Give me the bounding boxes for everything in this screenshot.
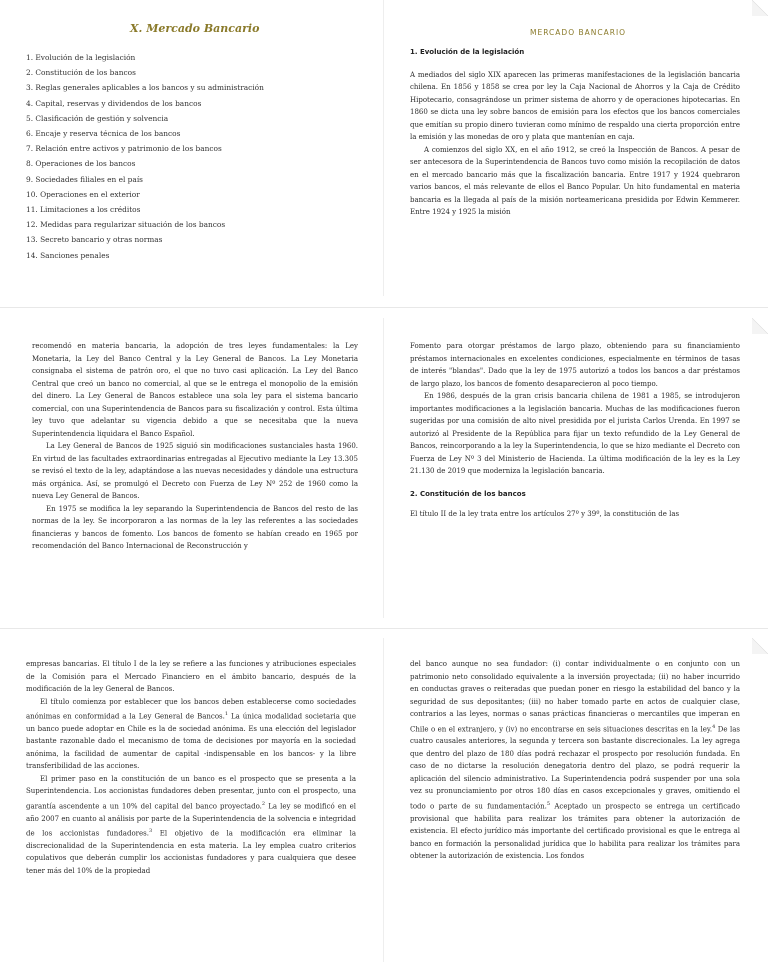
text-run: De las cuatro causales anteriores, la segunda y tercera son bastante discrecionales. La ley agrega que dentro del plazo de 180 días podrá rechazar el prospecto por resolución fundada. En caso de no dictarse la resolución denegatoria dentro del plazo, se podrá requerir la aplicación del silencio administrativo. La Superintendencia podrá suspender por una sola vez su pronunciamiento por otros 180 días en casos excepcionales y graves, omitiendo el todo o parte de su fundamentación. xyxy=(410,724,740,811)
paragraph xyxy=(26,696,356,773)
toc-item: 10. Operaciones en el exterior xyxy=(26,189,140,199)
page-text-4 xyxy=(0,638,384,962)
text-run: del banco aunque no sea fundador: (i) contar individualmente o en conjunto con un patrimonio neto consolidado equivalente a la inversión proyectada; (ii) no haber incurrido en conductas graves o reiteradas que puedan poner en riesgo la estabilidad del banco y la seguridad de sus depositantes; (iii) no haber tomado parte en actos de cualquier clase, contrarios a las leyes, normas o sanas prácticas financieras o mercantiles que imperan en Chile o en el extranjero, y (iv) no encontrarse en seis situaciones descritas en la ley. xyxy=(410,660,740,733)
section-heading: 2. Constitución de los bancos xyxy=(410,489,526,498)
paragraph: En 1986, después de la gran crisis bancaria chilena de 1981 a 1985, se introdujeron importantes modificaciones a la legislación bancaria. Muchas de las modificaciones fueron sugeridas por una comisión de alto nivel presidida por el jurista Carlos Urenda. En 1997 se autorizó al Presidente de la República para fijar un texto refundido de la Ley General de Bancos, reincorporando a la ley la Superintendencia, lo que se hizo mediante el Decreto con Fuerza de Ley Nº 3 del Ministerio de Hacienda. La última modificación de la ley es la Ley 21.130 de 2019 que moderniza la legislación bancaria. xyxy=(410,392,740,475)
toc-item: 7. Relación entre activos y patrimonio de los bancos xyxy=(26,144,222,154)
section-heading: 1. Evolución de la legislación xyxy=(410,48,525,56)
page-spread-1 xyxy=(0,0,768,296)
strip-divider xyxy=(0,307,768,308)
page-text-5 xyxy=(384,638,768,962)
text-column xyxy=(410,340,740,521)
paragraph xyxy=(410,658,740,863)
paragraph: En 1975 se modifica la ley separando la Superintendencia de Bancos del resto de las normas de la ley. Se incorporaron a las normas de la ley las referentes a las sociedades financieras y bancos de fomento. Los bancos de fomento se habían creado en 1965 por recomendación del Banco Internacional de Reconstrucción y xyxy=(32,504,358,550)
paragraph: A mediados del siglo XIX aparecen las primeras manifestaciones de la legislación bancaria chilena. En 1856 y 1858 se crea por ley la Caja Nacional de Ahorros y la Caja de Crédito Hipotecario, consagrándose un primer sistema de ahorro y de operaciones hipotecarias. En 1860 se dicta una ley sobre bancos de emisión para los efectos que los bancos comerciales que emitían su propio dinero tuvieran como mínimo de respaldo una cierta proporción entre la emisión y las monedas de oro y plata que mantenían en caja. xyxy=(410,70,740,141)
page-corner-fold xyxy=(752,638,768,654)
text-column xyxy=(32,340,358,553)
toc-item: 12. Medidas para regularizar situación de los bancos xyxy=(26,220,226,230)
toc-item: 5. Clasificación de gestión y solvencia xyxy=(26,113,169,123)
toc-item: 9. Sociedades filiales en el país xyxy=(26,174,143,184)
toc-item: 2. Constitución de los bancos xyxy=(26,68,136,78)
paragraph: recomendó en materia bancaria, la adopción de tres leyes fundamentales: la Ley Monetaria, la Ley del Banco Central y la Ley General de Bancos. La Ley Monetaria consignaba el sistema de patrón oro, el que no tuvo casi aplicación. La Ley del Banco Central que creó un banco no comercial, al que se le entrega el monopolio de la emisión del dinero. La Ley General de Bancos establece una sola ley para el sistema bancario comercial, con una Superintendencia de Bancos para su fiscalización y control. Esta última ley tuvo que adelantar su vigencia debido a que se necesitaba que la nueva Superintendencia liquidara el Banco Español. xyxy=(32,342,358,438)
text-column xyxy=(410,658,740,863)
paragraph: Fomento para otorgar préstamos de largo plazo, obteniendo para su financiamiento préstamos internacionales en excelentes condiciones, especialmente en términos de tasas de interés "blandas". Dado que la ley de 1975 autorizó a todos los bancos a dar préstamos de largo plazo, los bancos de fomento desaparecieron al poco tiempo. xyxy=(410,342,740,388)
toc-item: 4. Capital, reservas y dividendos de los bancos xyxy=(26,98,202,108)
page-chapter-opener xyxy=(0,0,384,296)
chapter-title: X. Mercado Bancario xyxy=(130,22,260,35)
paragraph xyxy=(26,773,356,878)
toc-item: 14. Sanciones penales xyxy=(26,250,110,260)
running-head: MERCADO BANCARIO xyxy=(530,28,627,37)
text-run: El objetivo de la modificación era eliminar la discrecionalidad de la Superintendencia en esta materia. La ley emplea cuatro criterios copulativos que deberán cumplir los accionistas fundadores y para cualquiera que desee tener más del 10% de la propiedad xyxy=(26,829,356,875)
text-column xyxy=(410,46,740,219)
chapter-toc xyxy=(26,50,264,263)
paragraph: A comienzos del siglo XX, en el año 1912, se creó la Inspección de Bancos. A pesar de ser antecesora de la Superintendencia de Bancos tuvo como misión la recopilación de datos en el mercado bancario más que la fiscalización bancaria. Entre 1917 y 1924 quebraron varios bancos, el más relevante de ellos el Banco Popular. Un hito fundamental en materia bancaria es la llegada al país de la misión norteamericana presidida por Edwin Kemmerer. Entre 1924 y 1925 la misión xyxy=(410,145,740,216)
text-run: La ley se modificó en el año 2007 en cuanto al análisis por parte de la Superintendencia de la solvencia e integridad de los accionistas fundadores. xyxy=(26,802,357,838)
toc-item: 13. Secreto bancario y otras normas xyxy=(26,235,163,245)
toc-item: 6. Encaje y reserva técnica de los bancos xyxy=(26,129,181,139)
paragraph: La Ley General de Bancos de 1925 siguió sin modificaciones sustanciales hasta 1960. En virtud de las facultades extraordinarias entregadas al Ejecutivo mediante la Ley 13.305 se revisó el texto de la ley, adaptándose a las nuevas necesidades y dándole una estructura más orgánica. Así, se promulgó el Decreto con Fuerza de Ley Nº 252 de 1960 como la nueva Ley General de Bancos. xyxy=(32,442,358,500)
page-text-1 xyxy=(384,0,768,296)
footnote-ref[interactable]: 2 xyxy=(261,800,266,807)
toc-item: 1. Evolución de la legislación xyxy=(26,53,136,62)
toc-item: 8. Operaciones de los bancos xyxy=(26,159,136,169)
page-text-2 xyxy=(0,318,384,618)
page-corner-fold xyxy=(752,318,768,334)
page-text-3 xyxy=(384,318,768,618)
footnote-ref[interactable]: 1 xyxy=(224,711,229,717)
page-spread-2 xyxy=(0,318,768,618)
strip-divider xyxy=(0,628,768,629)
toc-item: 3. Reglas generales aplicables a los bancos y su administración xyxy=(26,83,264,93)
footnote-ref[interactable]: 4 xyxy=(712,723,716,730)
paragraph: empresas bancarias. El título I de la ley se refiere a las funciones y atribuciones especiales de la Comisión para el Mercado Financiero en el ámbito bancario, después de la modificación de la ley General de Bancos. xyxy=(26,660,356,693)
toc-item: 11. Limitaciones a los créditos xyxy=(26,205,141,215)
text-run: El título comienza por establecer que los bancos deben establecerse como sociedades anónimas en conformidad a la Ley General de Bancos. xyxy=(26,697,356,721)
footnote-ref[interactable]: 3 xyxy=(148,828,153,835)
text-run: La única modalidad societaria que un banco puede adoptar en Chile es la de sociedad anónima. Es una elección del legislador bastante razonable dado el mecanismo de toma de decisiones por mayoría en la sociedad anónima, la facilidad de aumentar de capital -indispensable en los bancos- y la libre transferibilidad de las acciones. xyxy=(26,712,356,771)
page-corner-fold xyxy=(752,0,768,16)
paragraph: El título II de la ley trata entre los artículos 27º y 39º, la constitución de las xyxy=(410,510,680,518)
page-spread-3 xyxy=(0,638,768,962)
text-run: Aceptado un prospecto se entrega un certificado provisional que habilita para realizar los trámites para obtener la autorización de existencia. El efecto jurídico más importante del certificado provisional es que le entrega al banco en formación la personalidad jurídica que lo habilita para realizar los trámites para obtener la autorización de existencia. Los fondos xyxy=(410,802,741,861)
text-column xyxy=(26,658,356,877)
text-run: El primer paso en la constitución de un banco es el prospecto que se presenta a la Superintendencia. Los accionistas fundadores deben presentar, junto con el prospecto, una garantía ascendente a un 10% del capital del banco proyectado. xyxy=(26,774,356,811)
footnote-ref[interactable]: 5 xyxy=(546,800,551,807)
